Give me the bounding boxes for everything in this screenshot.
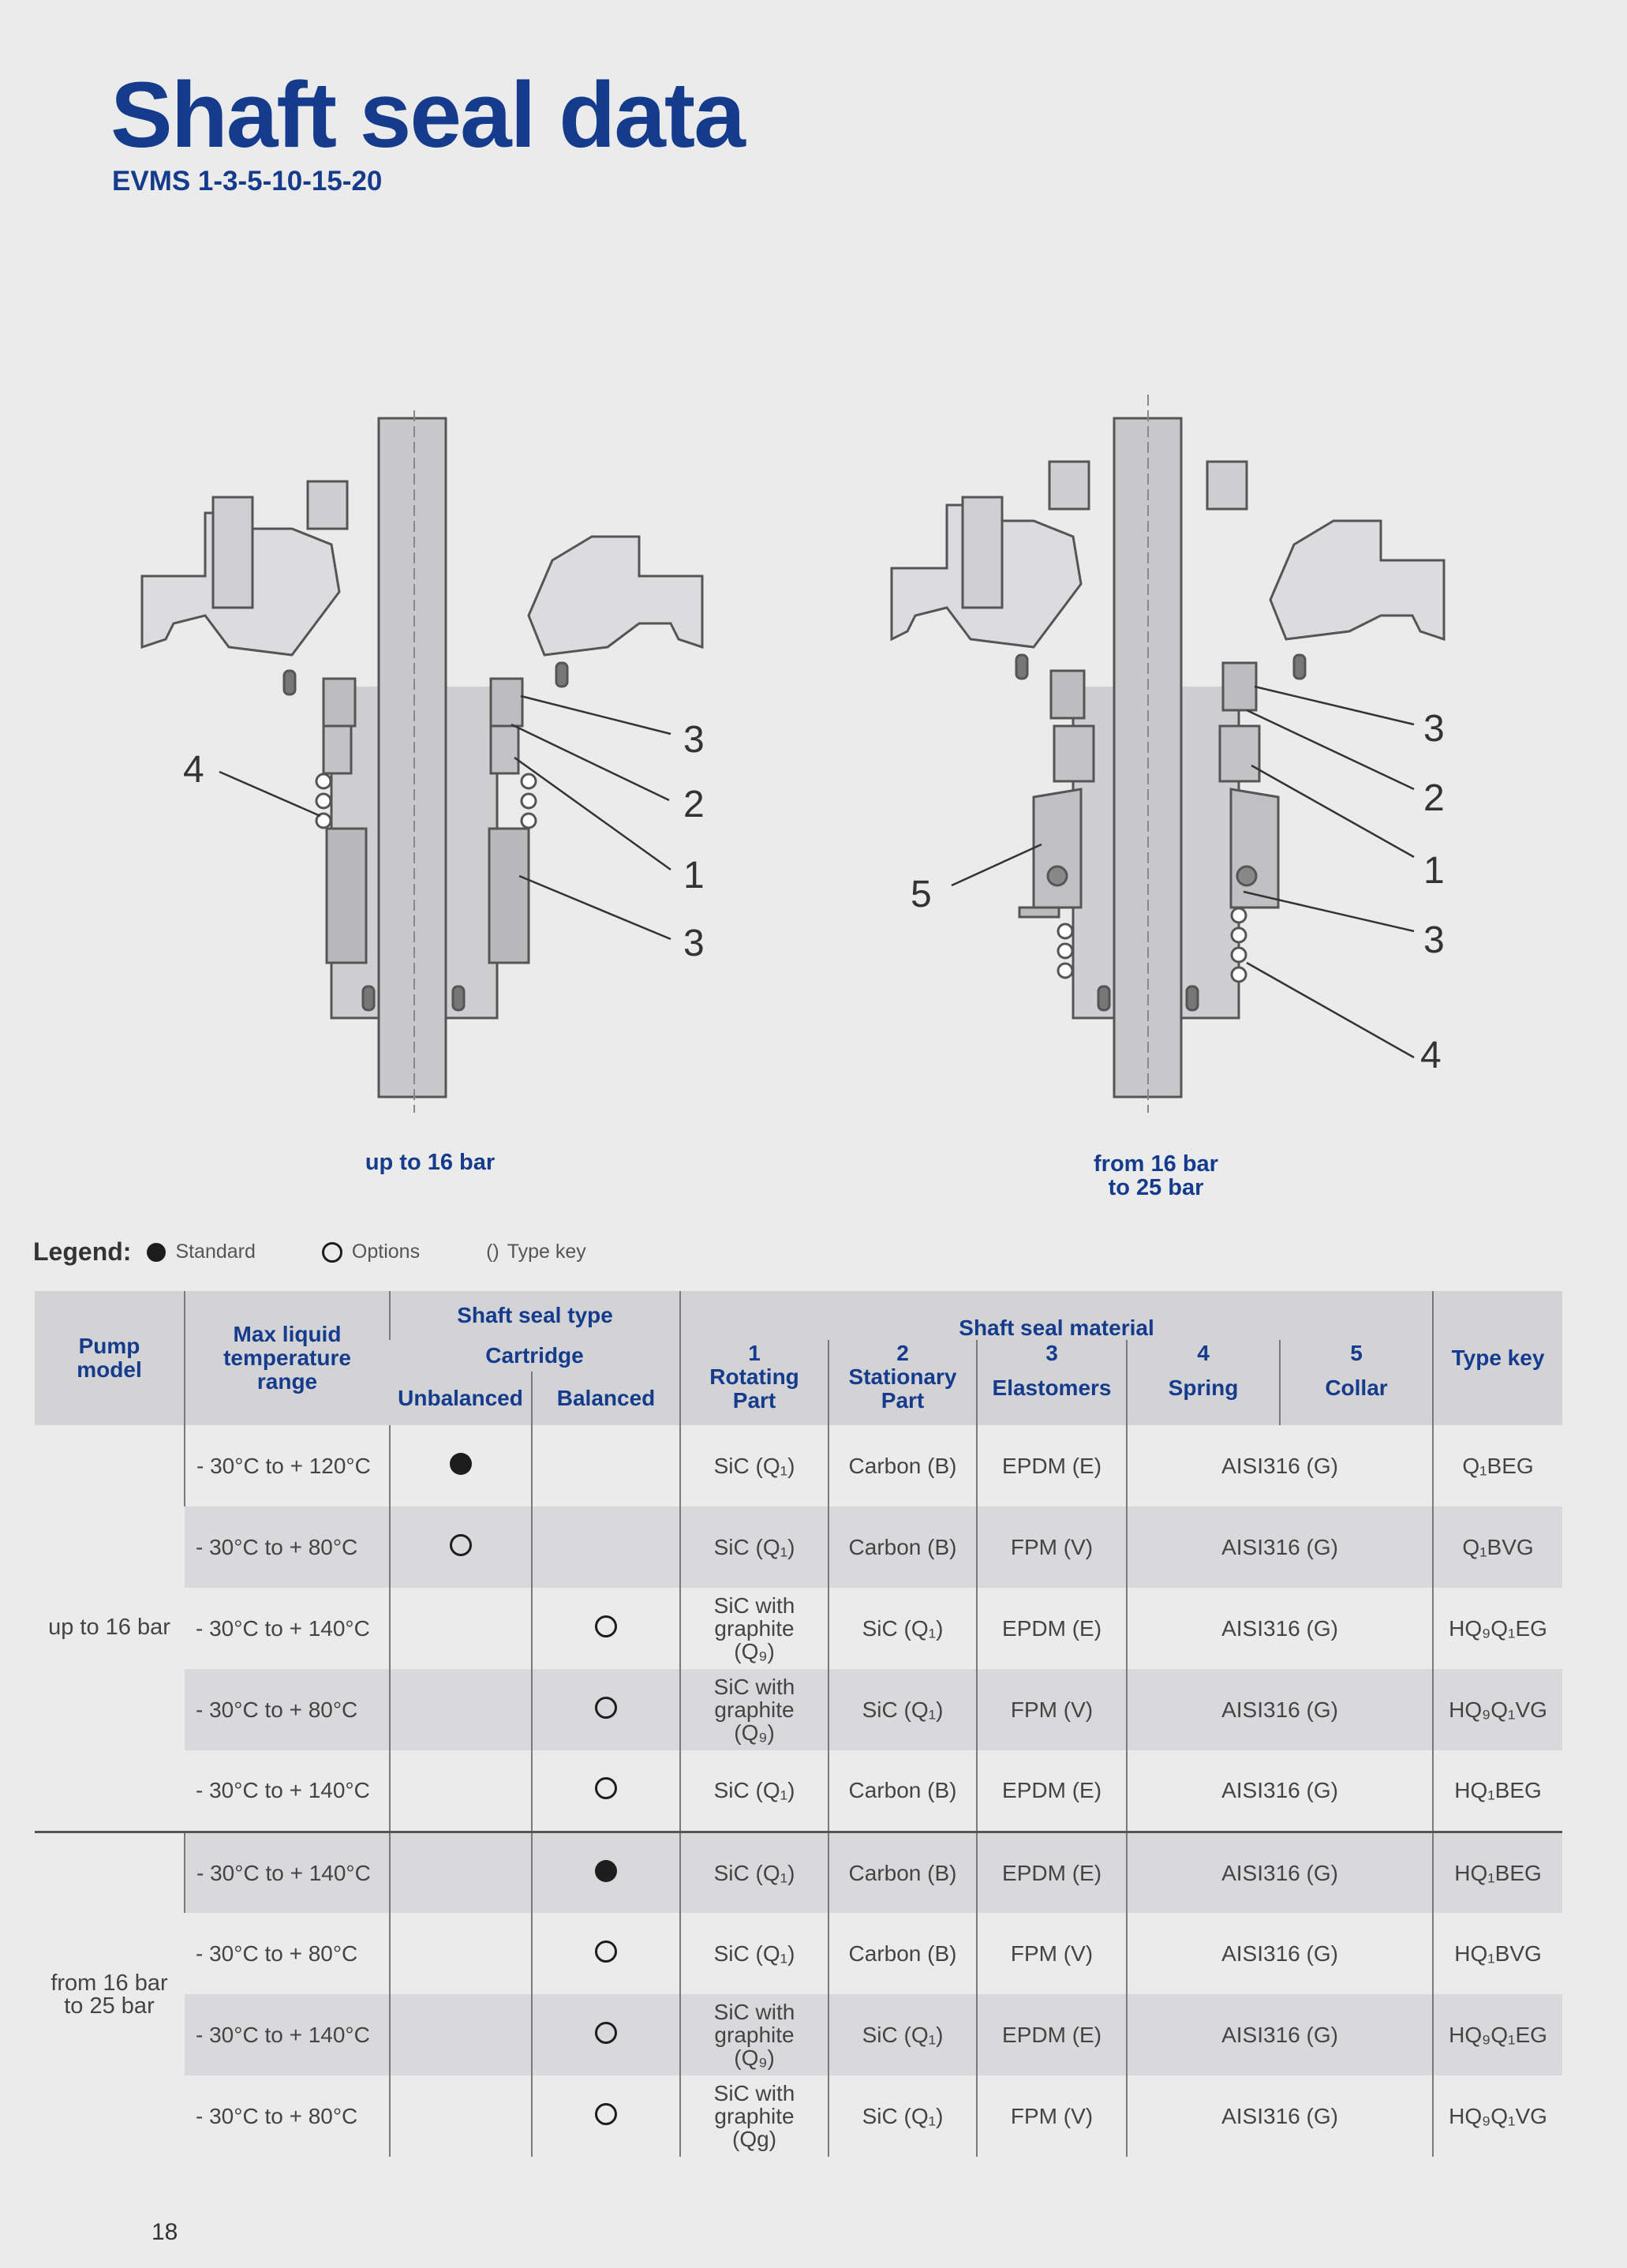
spring-collar-cell: AISI316 (G) [1127,1425,1433,1506]
header-seal-type: Shaft seal type [390,1291,680,1340]
table-row [35,1506,1562,1588]
shaft-seal-table [35,1291,1562,2157]
rotating-cell: SiC (Q₁) [680,1750,828,1832]
temp-cell: - 30°C to + 140°C [196,1778,370,1803]
legend-label: Legend: [33,1237,132,1266]
table-row [35,2075,1562,2157]
type-key-cell: HQ₉Q₁EG [1433,1588,1562,1669]
type-key-cell: HQ₁BVG [1433,1913,1562,1994]
legend-standard-text: Standard [175,1241,256,1263]
temp-cell: - 30°C to + 80°C [185,1506,390,1588]
header-stationary-number: 2 [896,1341,909,1365]
unbalanced-cell [390,1832,532,1913]
header-type-key: Type key [1433,1291,1562,1425]
rotating-cell: SiC with graphite (Q₉) [680,1994,828,2075]
option-circle-icon [595,1941,617,1963]
header-spring-label: Spring [1168,1375,1239,1400]
header-balanced: Balanced [532,1372,680,1425]
elastomers-cell: FPM (V) [977,1913,1127,1994]
temp-cell: - 30°C to + 140°C [185,1832,390,1913]
stationary-cell: SiC (Q₁) [828,1588,977,1669]
header-rotating-part [680,1340,828,1425]
table-row [35,1669,1562,1750]
balanced-cell [532,1832,680,1913]
type-key-cell: HQ₁BEG [1433,1750,1562,1832]
header-collar [1280,1340,1433,1425]
page-number: 18 [151,2219,178,2245]
rotating-cell: SiC with graphite (Qg) [680,2075,828,2157]
option-circle-icon [595,2022,617,2044]
table-row [35,1588,1562,1669]
seal-drawing-up-to-16-bar [134,387,734,1121]
stationary-cell: Carbon (B) [828,1913,977,1994]
elastomers-cell: EPDM (E) [977,1750,1127,1832]
table-row [35,1994,1562,2075]
unbalanced-cell [390,2075,532,2157]
stationary-cell: Carbon (B) [828,1750,977,1832]
caption-up-to-16-bar: up to 16 bar [365,1150,496,1175]
page-title: Shaft seal data [110,63,744,167]
elastomers-cell: EPDM (E) [977,1994,1127,2075]
header-max-temp: Max liquid temperature range [185,1291,390,1425]
spring-collar-cell: AISI316 (G) [1127,2075,1433,2157]
callout-left-2: 2 [683,784,705,825]
callout-right-2: 2 [1423,777,1445,819]
table-row [35,1750,1562,1832]
unbalanced-cell [390,1588,532,1669]
elastomers-cell: FPM (V) [977,1506,1127,1588]
callout-right-3b: 3 [1423,919,1445,961]
stationary-cell: SiC (Q₁) [828,1669,977,1750]
elastomers-cell: EPDM (E) [977,1832,1127,1913]
temp-cell: - 30°C to + 120°C [185,1425,390,1506]
standard-dot-icon [595,1860,617,1882]
unbalanced-cell [390,1913,532,1994]
balanced-cell [532,1588,680,1669]
balanced-cell [532,1994,680,2075]
pump-model-cell: up to 16 bar [35,1425,185,1832]
caption-line-1: from 16 bar [1094,1151,1218,1177]
temp-cell: - 30°C to + 140°C [196,1616,370,1641]
header-spring [1127,1340,1280,1425]
type-key-cell: Q₁BEG [1433,1425,1562,1506]
header-collar-number: 5 [1350,1341,1363,1365]
balanced-cell [532,1506,680,1588]
header-spring-number: 4 [1197,1341,1210,1365]
legend-options [322,1241,420,1263]
rotating-cell: SiC with graphite (Q₉) [680,1669,828,1750]
header-pump-model: Pump model [35,1291,185,1425]
elastomers-cell: EPDM (E) [977,1425,1127,1506]
balanced-cell [532,1750,680,1832]
rotating-cell: SiC (Q₁) [680,1506,828,1588]
callout-left-3a: 3 [683,719,705,761]
callout-right-4: 4 [1420,1035,1442,1076]
table-row [35,1913,1562,1994]
header-seal-material: Shaft seal material [680,1291,1433,1340]
callout-left-3b: 3 [683,923,705,964]
type-key-cell: Q₁BVG [1433,1506,1562,1588]
spring-collar-cell: AISI316 (G) [1127,1506,1433,1588]
caption-line-2: to 25 bar [1108,1175,1204,1200]
unbalanced-cell [390,1994,532,2075]
spring-collar-cell: AISI316 (G) [1127,1750,1433,1832]
unbalanced-cell [390,1669,532,1750]
header-collar-label: Collar [1325,1375,1388,1400]
unbalanced-cell [390,1750,532,1832]
legend-type-key [486,1241,586,1263]
standard-dot-icon [450,1453,472,1475]
callout-right-3a: 3 [1423,708,1445,750]
callout-left-1: 1 [683,855,705,896]
caption-16-to-25-bar [1034,1152,1278,1199]
temp-cell: - 30°C to + 140°C [185,1994,390,2075]
stationary-cell: Carbon (B) [828,1506,977,1588]
type-key-cell: HQ₉Q₁VG [1433,1669,1562,1750]
temp-cell: - 30°C to + 80°C [196,2104,358,2128]
option-circle-icon [595,1777,617,1799]
header-stationary-label: Stationary Part [848,1364,957,1413]
header-unbalanced: Unbalanced [390,1372,532,1425]
callout-right-5: 5 [911,874,932,915]
spring-collar-cell: AISI316 (G) [1127,1994,1433,2075]
pump-model-cell: from 16 bar to 25 bar [35,1832,185,2157]
header-elastomers-number: 3 [1045,1341,1058,1365]
rotating-cell: SiC (Q₁) [680,1832,828,1913]
table-row [35,1425,1562,1506]
header-rotating-number: 1 [748,1341,761,1365]
seal-drawing-16-to-25-bar [876,387,1476,1121]
elastomers-cell: FPM (V) [977,1669,1127,1750]
type-key-cell: HQ₉Q₁EG [1433,1994,1562,2075]
stationary-cell: SiC (Q₁) [828,1994,977,2075]
legend-standard [147,1241,255,1263]
rotating-cell: SiC (Q₁) [680,1425,828,1506]
spring-collar-cell: AISI316 (G) [1127,1669,1433,1750]
header-elastomers-label: Elastomers [992,1375,1112,1400]
stationary-cell: Carbon (B) [828,1425,977,1506]
balanced-cell [532,1425,680,1506]
unbalanced-cell [390,1506,532,1588]
table-row [35,1832,1562,1913]
filled-circle-icon [147,1243,166,1262]
temp-cell: - 30°C to + 80°C [196,1941,358,1966]
elastomers-cell: EPDM (E) [977,1588,1127,1669]
stationary-cell: SiC (Q₁) [828,2075,977,2157]
temp-cell: - 30°C to + 80°C [185,1669,390,1750]
type-key-cell: HQ₁BEG [1433,1832,1562,1913]
option-circle-icon [595,2103,617,2125]
spring-collar-cell: AISI316 (G) [1127,1913,1433,1994]
type-key-cell: HQ₉Q₁VG [1433,2075,1562,2157]
balanced-cell [532,1669,680,1750]
header-cartridge: Cartridge [390,1340,680,1372]
callout-right-1: 1 [1423,850,1445,892]
page-subtitle: EVMS 1-3-5-10-15-20 [112,166,383,196]
header-rotating-label: Rotating Part [709,1364,799,1413]
option-circle-icon [595,1615,617,1637]
legend-options-text: Options [351,1241,421,1263]
spring-collar-cell: AISI316 (G) [1127,1588,1433,1669]
spring-collar-cell: AISI316 (G) [1127,1832,1433,1913]
header-stationary-part [828,1340,977,1425]
rotating-cell: SiC (Q₁) [680,1913,828,1994]
balanced-cell [532,1913,680,1994]
parentheses-icon: () [486,1241,499,1263]
legend [33,1237,653,1267]
header-elastomers [977,1340,1127,1425]
open-circle-icon [322,1242,342,1263]
option-circle-icon [450,1534,472,1556]
unbalanced-cell [390,1425,532,1506]
option-circle-icon [595,1697,617,1719]
callout-left-4: 4 [183,749,204,791]
elastomers-cell: FPM (V) [977,2075,1127,2157]
legend-type-key-text: Type key [507,1241,586,1263]
stationary-cell: Carbon (B) [828,1832,977,1913]
balanced-cell [532,2075,680,2157]
rotating-cell: SiC with graphite (Q₉) [680,1588,828,1669]
